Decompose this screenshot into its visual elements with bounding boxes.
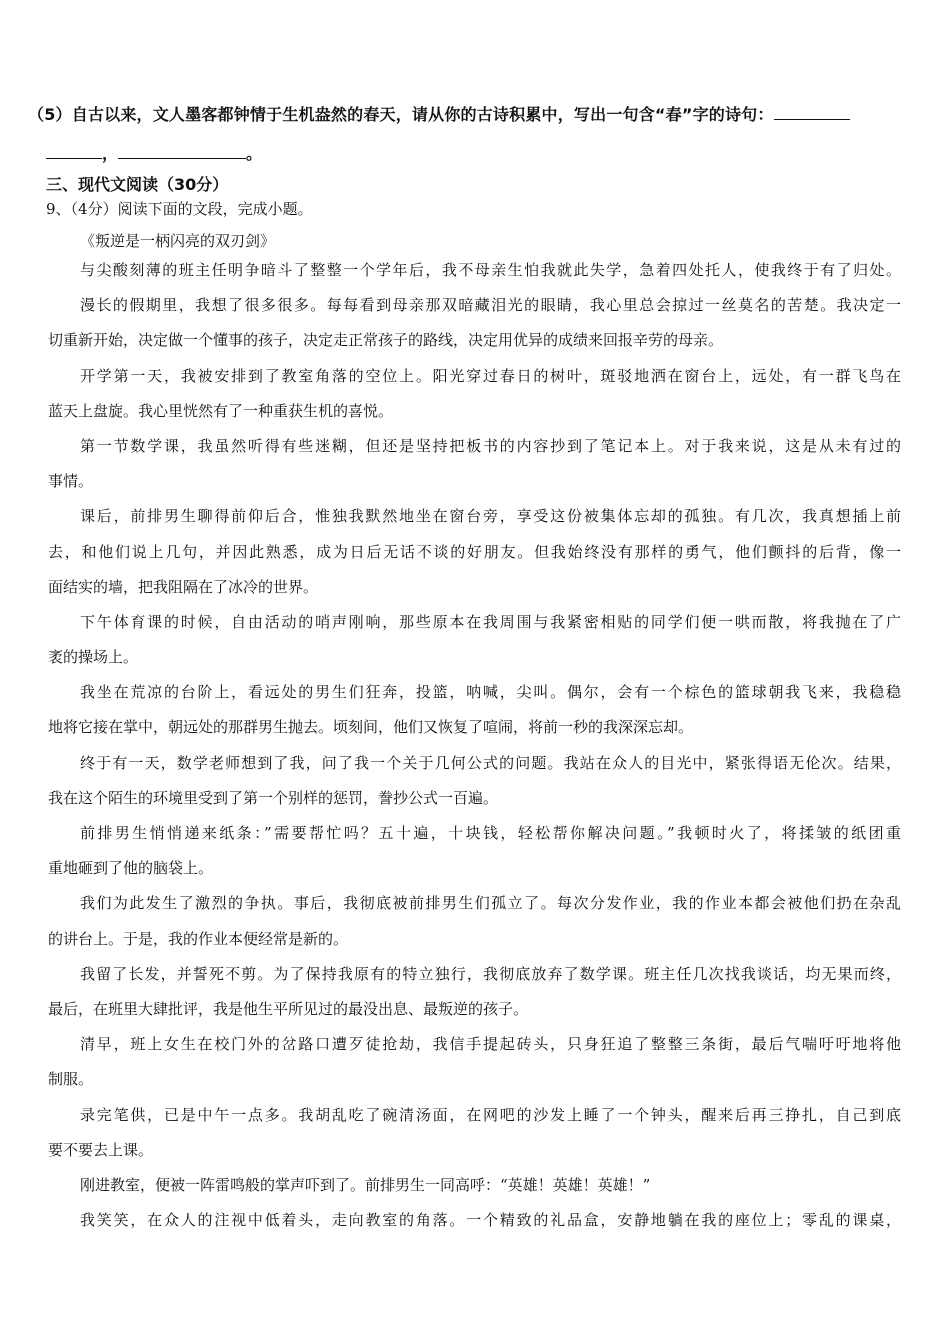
article-line-text: 切重新开始，决定做一个懂事的孩子，决定走正常孩子的路线，决定用优异的成绩来回报辛劳的母亲。 <box>48 331 724 350</box>
article-line <box>48 998 901 1033</box>
article-line <box>48 541 901 576</box>
article-line <box>48 963 901 998</box>
article-line-text: 课后，前排男生聊得前仰后合，惟独我默然地坐在窗台旁，享受这份被集体忘却的孤独。有几次，我真想插上前 <box>80 507 901 526</box>
question-5 <box>28 102 850 125</box>
article-line <box>48 259 901 294</box>
article-line-text: 重地砸到了他的脑袋上。 <box>48 859 214 878</box>
question-5-text: （5）自古以来，文人墨客都钟情于生机盎然的春天，请从你的古诗积累中，写出一句含“春”字的诗句： <box>28 105 774 124</box>
article-line-text: 面结实的墙，把我阻隔在了冰冷的世界。 <box>48 577 319 596</box>
article-line-text: 漫长的假期里，我想了很多很多。每每看到母亲那双暗藏泪光的眼睛，我心里总会掠过一丝莫名的苦楚。我决定一 <box>80 296 901 315</box>
article-line <box>48 1209 901 1244</box>
article-line-text: 袤的操场上。 <box>48 648 139 667</box>
article-line <box>48 400 901 435</box>
article-line-text: 的讲台上。于是，我的作业本便经常是新的。 <box>48 929 349 948</box>
article-line-text: 录完笔供，已是中午一点多。我胡乱吃了碗清汤面，在网吧的沙发上睡了一个钟头，醒来后再三挣扎，自己到底 <box>80 1105 901 1124</box>
article-line-text: 事情。 <box>48 472 94 491</box>
article-line-text: 前排男生悄悄递来纸条：”需要帮忙吗？五十遍，十块钱，轻松帮你解决问题。”我顿时火了，将揉皱的纸团重 <box>80 824 901 842</box>
article-line-text: 最后，在班里大肆批评，我是他生平所见过的最没出息、最叛逆的孩子。 <box>48 999 529 1018</box>
article-line-text: 第一节数学课，我虽然听得有些迷糊，但还是坚持把板书的内容抄到了笔记本上。对于我来说，这是从未有过的 <box>80 436 901 455</box>
article-line <box>48 1174 901 1209</box>
article-line-text: 蓝天上盘旋。我心里恍然有了一种重获生机的喜悦。 <box>48 401 394 420</box>
article-line <box>48 928 901 963</box>
article-line-text: 我坐在荒凉的台阶上，看远处的男生们狂奔，投篮，呐喊，尖叫。偶尔，会有一个棕色的篮球朝我飞来，我稳稳 <box>80 683 901 702</box>
answer-blank-1-cont[interactable] <box>46 142 102 159</box>
article-line-text: 要不要去上课。 <box>48 1140 154 1159</box>
answer-blank-2[interactable] <box>118 142 246 159</box>
question-5-continued <box>46 141 262 164</box>
section-heading: 三、现代文阅读（30分） <box>46 175 229 194</box>
article-title: 《叛逆是一柄闪亮的双刃剑》 <box>80 232 276 250</box>
article-line-text: 去，和他们说上几句，并因此熟悉，成为日后无话不谈的好朋友。但我始终没有那样的勇气，他们颤抖的后背，像一 <box>48 542 901 561</box>
article-line <box>48 787 901 822</box>
article-line-text: 我们为此发生了激烈的争执。事后，我彻底被前排男生们孤立了。每次分发作业，我的作业本都会被他们扔在杂乱 <box>80 894 901 913</box>
article-line-text: 刚进教室，便被一阵雷鸣般的掌声吓到了。前排男生一同高呼：“英雄！英雄！英雄！” <box>80 1175 651 1194</box>
article-line-text: 我在这个陌生的环境里受到了第一个别样的惩罚，誊抄公式一百遍。 <box>48 788 499 807</box>
article-line-text: 制服。 <box>48 1070 94 1089</box>
article-line <box>48 646 901 681</box>
article-line-text: 地将它接在掌中，朝远处的那群男生抛去。顷刻间，他们又恢复了喧闹，将前一秒的我深深忘却。 <box>48 718 694 737</box>
article-line-text: 我笑笑，在众人的注视中低着头，走向教室的角落。一个精致的礼品盒，安静地躺在我的座位上；零乱的课桌， <box>80 1211 901 1230</box>
article-line <box>48 435 901 470</box>
article-line <box>48 892 901 927</box>
article-line <box>48 470 901 505</box>
article-line <box>48 822 901 857</box>
article-line <box>48 329 901 364</box>
article-line <box>48 505 901 540</box>
article-body <box>48 259 901 1244</box>
article-line <box>48 294 901 329</box>
article-line <box>48 1104 901 1139</box>
article-line-text: 开学第一天，我被安排到了教室角落的空位上。阳光穿过春日的树叶，斑驳地洒在窗台上，远处，有一群飞鸟在 <box>80 366 901 385</box>
article-line-text: 清早，班上女生在校门外的岔路口遭歹徒抢劫，我信手提起砖头，只身狂追了整整三条街，最后气喘吁吁地将他 <box>80 1035 901 1054</box>
article-line <box>48 1139 901 1174</box>
article-line-text: 下午体育课的时候，自由活动的哨声刚响，那些原本在我周围与我紧密相贴的同学们便一哄而散，将我抛在了广 <box>80 612 901 631</box>
article-line <box>48 857 901 892</box>
article-line <box>48 576 901 611</box>
article-line <box>48 611 901 646</box>
period: 。 <box>246 144 263 163</box>
article-line <box>48 365 901 400</box>
comma: ， <box>102 144 119 163</box>
article-line-text: 终于有一天，数学老师想到了我，问了我一个关于几何公式的问题。我站在众人的目光中，紧张得语无伦次。结果， <box>80 753 901 772</box>
question-9-prompt: 9、（4分）阅读下面的文段，完成小题。 <box>46 200 313 218</box>
article-line-text: 与尖酸刻薄的班主任明争暗斗了整整一个学年后，我不母亲生怕我就此失学，急着四处托人，使我终于有了归处。 <box>80 261 901 279</box>
article-line <box>48 716 901 751</box>
article-line <box>48 1033 901 1068</box>
article-line <box>48 1068 901 1103</box>
answer-blank-1[interactable] <box>774 103 850 120</box>
article-line-text: 我留了长发，并誓死不剪。为了保持我原有的特立独行，我彻底放弃了数学课。班主任几次找我谈话，均无果而终， <box>80 964 901 983</box>
article-line <box>48 752 901 787</box>
article-line <box>48 681 901 716</box>
